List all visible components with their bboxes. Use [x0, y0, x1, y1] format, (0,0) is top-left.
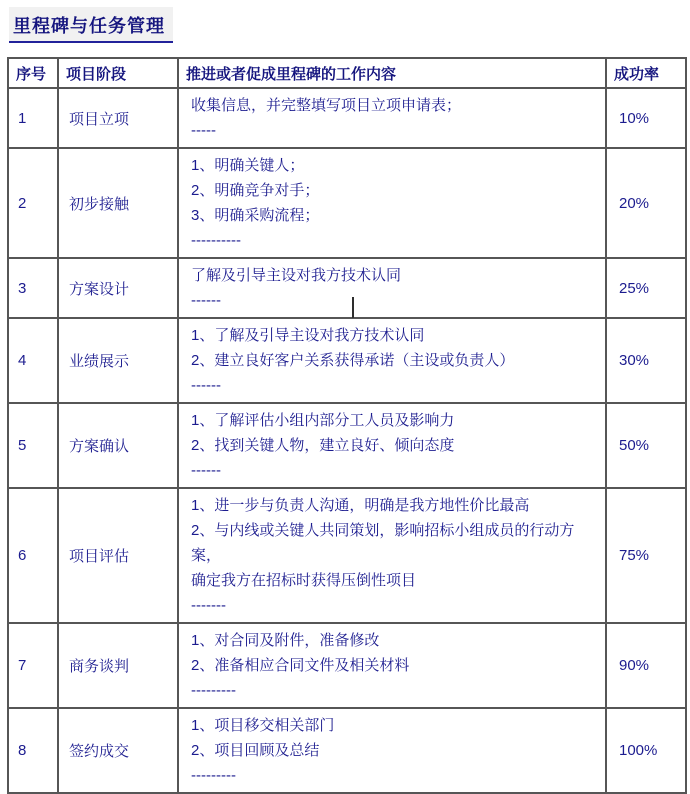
- table-row-2: [8, 148, 686, 258]
- col-header-work-content: 推进或者促成里程碑的工作内容: [178, 58, 606, 88]
- content-line: 1、对合同及附件，准备修改: [191, 632, 380, 649]
- cell-content[interactable]: [178, 708, 606, 793]
- cell-rate[interactable]: 10%: [606, 88, 686, 148]
- page-title-text: 里程碑与任务管理: [9, 7, 173, 43]
- content-line: 收集信息，并完整填写项目立项申请表；: [191, 97, 462, 114]
- cell-rate[interactable]: 20%: [606, 148, 686, 258]
- text-cursor: [352, 297, 354, 318]
- cell-no[interactable]: 3: [8, 258, 58, 318]
- content-line: -------: [191, 597, 226, 614]
- cell-rate[interactable]: 25%: [606, 258, 686, 318]
- cell-content[interactable]: [178, 88, 606, 148]
- cell-no[interactable]: 4: [8, 318, 58, 403]
- cell-content[interactable]: [178, 318, 606, 403]
- cell-no[interactable]: 8: [8, 708, 58, 793]
- table-row-5: [8, 403, 686, 488]
- content-line: ------: [191, 377, 221, 394]
- content-line: 1、项目移交相关部门: [191, 717, 335, 734]
- cell-no[interactable]: 7: [8, 623, 58, 708]
- content-line: ---------: [191, 767, 236, 784]
- cell-rate[interactable]: 90%: [606, 623, 686, 708]
- content-line: ------: [191, 462, 221, 479]
- cell-phase[interactable]: 方案确认: [58, 403, 178, 488]
- cell-phase[interactable]: 业绩展示: [58, 318, 178, 403]
- table-header-row: [8, 58, 686, 88]
- table-row-7: [8, 623, 686, 708]
- cell-content[interactable]: [178, 403, 606, 488]
- content-line: 2、项目回顾及总结: [191, 742, 320, 759]
- content-line: 2、与内线或关键人共同策划，影响招标小组成员的行动方案，: [191, 522, 575, 564]
- content-line: 确定我方在招标时获得压倒性项目: [191, 572, 417, 589]
- table-row-8: [8, 708, 686, 793]
- cell-rate[interactable]: 100%: [606, 708, 686, 793]
- milestone-table: [7, 57, 687, 794]
- content-line: 2、准备相应合同文件及相关材料: [191, 657, 410, 674]
- content-line: 2、找到关键人物，建立良好、倾向态度: [191, 437, 455, 454]
- table-row-4: [8, 318, 686, 403]
- cell-no[interactable]: 6: [8, 488, 58, 623]
- content-line: 2、建立良好客户关系获得承诺（主设或负责人）: [191, 352, 515, 369]
- table-row-3: [8, 258, 686, 318]
- col-header-success-rate: 成功率: [606, 58, 686, 88]
- cell-no[interactable]: 5: [8, 403, 58, 488]
- cell-rate[interactable]: 75%: [606, 488, 686, 623]
- content-line: 1、明确关键人；: [191, 157, 305, 174]
- cell-content[interactable]: [178, 258, 606, 318]
- cell-no[interactable]: 1: [8, 88, 58, 148]
- cell-rate[interactable]: 30%: [606, 318, 686, 403]
- content-line: -----: [191, 122, 216, 139]
- content-line: ------: [191, 292, 221, 309]
- content-line: 1、了解评估小组内部分工人员及影响力: [191, 412, 455, 429]
- cell-content[interactable]: [178, 488, 606, 623]
- cell-no[interactable]: 2: [8, 148, 58, 258]
- content-line: 1、了解及引导主设对我方技术认同: [191, 327, 425, 344]
- cell-rate[interactable]: 50%: [606, 403, 686, 488]
- cell-content[interactable]: [178, 623, 606, 708]
- page-title: [9, 7, 173, 43]
- content-line: 1、进一步与负责人沟通，明确是我方地性价比最高: [191, 497, 530, 514]
- cell-phase[interactable]: 项目评估: [58, 488, 178, 623]
- cell-content[interactable]: [178, 148, 606, 258]
- cell-phase[interactable]: 签约成交: [58, 708, 178, 793]
- cell-phase[interactable]: 方案设计: [58, 258, 178, 318]
- col-header-phase: 项目阶段: [58, 58, 178, 88]
- content-line: 了解及引导主设对我方技术认同: [191, 267, 402, 284]
- cell-phase[interactable]: 商务谈判: [58, 623, 178, 708]
- col-header-no: 序号: [8, 58, 58, 88]
- content-line: 2、明确竞争对手；: [191, 182, 320, 199]
- content-line: 3、明确采购流程；: [191, 207, 320, 224]
- cell-phase[interactable]: 项目立项: [58, 88, 178, 148]
- content-line: ---------: [191, 682, 236, 699]
- content-line: ----------: [191, 232, 241, 249]
- cell-phase[interactable]: 初步接触: [58, 148, 178, 258]
- table-row-1: [8, 88, 686, 148]
- table-row-6: [8, 488, 686, 623]
